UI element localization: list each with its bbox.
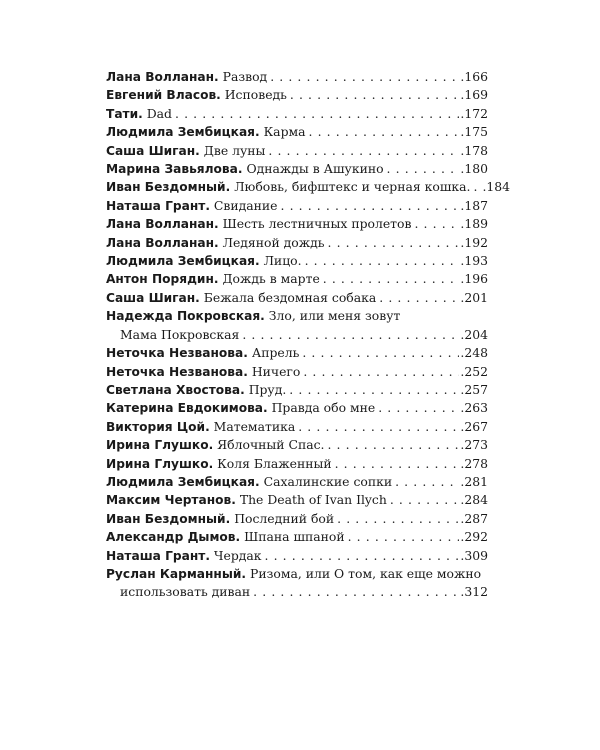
entry-title: Исповедь (224, 87, 287, 103)
dot-leader (290, 86, 460, 104)
entry-title: Ризома, или О том, как еще можно (250, 565, 482, 581)
entry-title: Яблочный Спас. (217, 437, 325, 453)
entry-author: Марина Завьялова. (106, 162, 243, 177)
dot-leader (242, 326, 459, 344)
entry-page-number: .184 (482, 179, 511, 195)
entry-title: Свидание (213, 197, 278, 213)
entry-title: Ничего (251, 363, 301, 379)
entry-title: Шесть лестничных пролетов (222, 216, 412, 232)
entry-page-number: .309 (460, 547, 488, 563)
dot-leader (302, 344, 459, 362)
entry-author: Людмила Зембицкая. (106, 474, 260, 489)
entry-author: Лана Волланан. (106, 217, 219, 232)
toc-entry (106, 215, 488, 233)
entry-page-number: .248 (460, 345, 488, 361)
entry-page-number: .263 (460, 400, 488, 416)
toc-entry (106, 105, 488, 123)
entry-author: Антон Порядин. (106, 272, 219, 287)
entry-page-number: .204 (460, 326, 488, 342)
entry-author: Наташа Грант. (106, 198, 210, 213)
toc-entry (106, 510, 488, 528)
entry-title: Дождь в марте (222, 271, 320, 287)
dot-leader (303, 363, 459, 381)
entry-title: Две луны (203, 142, 266, 158)
entry-page-number: .252 (460, 363, 488, 379)
toc-entry (106, 178, 511, 196)
entry-title: Зло, или меня зовут (268, 308, 401, 324)
entry-title: Правда обо мне (271, 400, 376, 416)
entry-author: Александр Дымов. (106, 530, 241, 545)
entry-page-number: .312 (460, 584, 488, 600)
entry-author: Надежда Покровская. (106, 309, 265, 324)
entry-title: Сахалинские сопки (263, 473, 393, 489)
entry-page-number: .278 (460, 455, 488, 471)
dot-leader (328, 234, 460, 252)
toc-entry (106, 399, 488, 417)
entry-author: Ирина Глушко. (106, 438, 214, 453)
entry-page-number: .281 (460, 473, 488, 489)
toc-entry (106, 142, 488, 160)
toc-entry (106, 418, 488, 436)
dot-leader (270, 68, 459, 86)
entry-page-number: .166 (460, 69, 488, 84)
toc-entry (106, 344, 488, 362)
entry-author: Виктория Цой. (106, 419, 210, 434)
toc-entry (106, 473, 488, 491)
entry-title: Последний бой (234, 510, 335, 526)
dot-leader (327, 436, 459, 454)
entry-author: Руслан Карманный. (106, 566, 247, 581)
toc-entry (106, 307, 488, 344)
entry-author: Иван Бездомный. (106, 511, 231, 526)
dot-leader (298, 418, 459, 436)
entry-author: Лана Волланан. (106, 235, 219, 250)
entry-title: Развод (222, 69, 268, 84)
toc-entry (106, 252, 488, 270)
entry-author: Евгений Власов. (106, 88, 221, 103)
entry-page-number: .284 (460, 492, 488, 508)
entry-page-number: .287 (460, 510, 488, 526)
dot-leader (348, 528, 460, 546)
entry-title: Шпана шпаной (244, 529, 345, 545)
entry-title: Чердак (213, 547, 262, 563)
entry-author: Лана Волланан. (106, 70, 219, 84)
toc-entry (106, 289, 488, 307)
entry-page-number: .196 (460, 271, 488, 287)
toc-entry (106, 160, 488, 178)
entry-author: Саша Шиган. (106, 143, 200, 158)
toc-entry (106, 86, 488, 104)
entry-author: Иван Бездомный. (106, 180, 231, 195)
entry-title: Коля Блаженный (217, 455, 332, 471)
entry-author: Саша Шиган. (106, 290, 200, 305)
table-of-contents (106, 68, 511, 602)
entry-author: Наташа Грант. (106, 548, 210, 563)
entry-page-number: .187 (460, 197, 488, 213)
toc-entry (106, 363, 488, 381)
dot-leader (305, 252, 460, 270)
dot-leader (387, 160, 460, 178)
entry-page-number: .267 (460, 418, 488, 434)
entry-author: Неточка Незванова. (106, 364, 248, 379)
entry-title: Ледяной дождь (222, 234, 325, 250)
dot-leader (323, 270, 460, 288)
entry-author: Тати. (106, 106, 143, 121)
entry-title-continuation: использовать диван (120, 584, 251, 600)
entry-page-number: .180 (460, 161, 488, 177)
dot-leader (473, 178, 481, 196)
dot-leader (289, 381, 459, 399)
entry-page-number: .172 (460, 105, 488, 121)
toc-entry (106, 381, 488, 399)
toc-entry (106, 197, 488, 215)
dot-leader (395, 473, 459, 491)
entry-title: Однажды в Ашукино (246, 161, 384, 177)
entry-page-number: .189 (460, 216, 488, 232)
entry-author: Неточка Незванова. (106, 346, 248, 361)
dot-leader (379, 289, 459, 307)
toc-entry (106, 565, 488, 602)
dot-leader (309, 123, 460, 141)
entry-author: Максим Чертанов. (106, 493, 236, 508)
entry-title: Бежала бездомная собака (203, 289, 377, 305)
entry-title-continuation: Мама Покровская (120, 326, 240, 342)
entry-page-number: .175 (460, 124, 488, 140)
toc-entry (106, 528, 488, 546)
dot-leader (265, 547, 460, 565)
entry-author: Людмила Зембицкая. (106, 125, 260, 140)
entry-page-number: .193 (460, 253, 488, 269)
entry-title: Лицо. (263, 253, 302, 269)
dot-leader (268, 142, 459, 160)
dot-leader (414, 215, 459, 233)
entry-title: Апрель (251, 345, 300, 361)
entry-page-number: .273 (460, 437, 488, 453)
entry-page-number: .257 (460, 381, 488, 397)
entry-page-number: .201 (460, 289, 488, 305)
entry-title: Карма (263, 124, 306, 140)
entry-title: Dad (146, 105, 172, 121)
dot-leader (175, 105, 459, 123)
toc-entry (106, 436, 488, 454)
dot-leader (378, 399, 459, 417)
toc-entry (106, 234, 488, 252)
toc-entry (106, 123, 488, 141)
entry-title: The Death of Ivan Ilych (239, 492, 387, 508)
toc-entry (106, 68, 488, 86)
entry-title: Пруд. (248, 381, 287, 397)
entry-title: Любовь, бифштекс и черная кошка. (234, 179, 471, 195)
dot-leader (281, 197, 460, 215)
entry-title: Математика (213, 418, 296, 434)
entry-page-number: .169 (460, 87, 488, 103)
dot-leader (253, 583, 459, 601)
entry-page-number: .292 (460, 529, 488, 545)
dot-leader (335, 455, 460, 473)
dot-leader (337, 510, 459, 528)
entry-author: Ирина Глушко. (106, 456, 214, 471)
entry-author: Катерина Евдокимова. (106, 401, 268, 416)
dot-leader (390, 491, 460, 509)
entry-page-number: .192 (460, 234, 488, 250)
entry-author: Людмила Зембицкая. (106, 254, 260, 269)
entry-author: Светлана Хвостова. (106, 382, 245, 397)
toc-entry (106, 547, 488, 565)
toc-entry (106, 455, 488, 473)
toc-entry (106, 270, 488, 288)
entry-page-number: .178 (460, 142, 488, 158)
toc-entry (106, 491, 488, 509)
